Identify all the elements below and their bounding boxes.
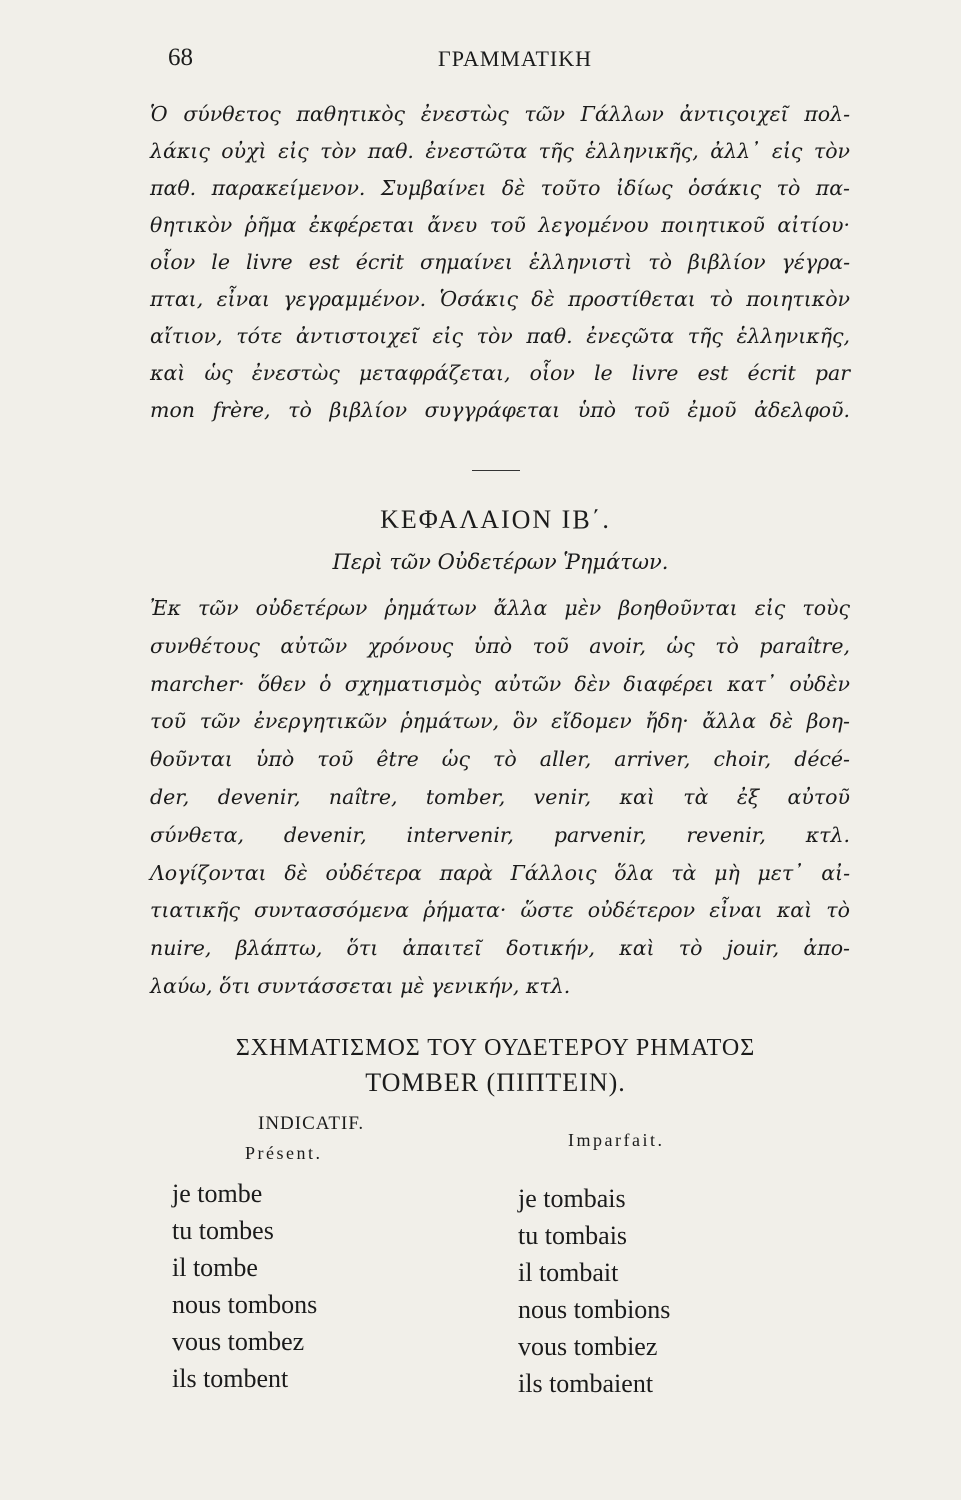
verb-form: vous tombiez	[518, 1332, 658, 1361]
running-title: ΓΡΑΜΜΑΤΙΚΗ	[438, 46, 592, 71]
paragraph-passive-voice	[150, 96, 850, 429]
text-line: nuire, βλάπτω, ὅτι ἀπαιτεῖ δοτικήν, καὶ τὸ jouir, ἀπο-	[150, 936, 850, 961]
text-line: οἷον le livre est écrit σημαίνει ἑλληνιστὶ τὸ βιβλίον γέγρα-	[150, 250, 850, 274]
verb-form: il tombait	[518, 1258, 619, 1287]
tense-imparfait-label: Imparfait.	[568, 1130, 665, 1150]
text-line: παθ. παρακείμενον. Συμβαίνει δὲ τοῦτο ἰδίως ὁσάκις τὸ πα-	[150, 176, 850, 200]
text-line: θητικὸν ῥῆμα ἐκφέρεται ἄνευ τοῦ λεγομένου ποιητικοῦ αἰτίου·	[150, 213, 850, 237]
paragraph-neuter-verbs	[150, 590, 850, 1006]
verb-form: ils tombaient	[518, 1369, 654, 1398]
verb-form: tu tombes	[172, 1216, 274, 1245]
text-line: mon frère, τὸ βιβλίον συγγράφεται ὑπὸ τοῦ ἐμοῦ ἀδελφοῦ.	[150, 398, 850, 422]
tense-present-label: Présent.	[245, 1143, 323, 1163]
text-line: σύνθετα, devenir, intervenir, parvenir, revenir, κτλ.	[150, 822, 850, 847]
verb-form: je tombe	[172, 1179, 263, 1208]
page-header	[168, 40, 858, 80]
text-line: λαύω, ὅτι συντάσσεται μὲ γενικήν, κτλ.	[150, 973, 571, 998]
imparfait-forms	[518, 1180, 670, 1402]
verb-form: ils tombent	[172, 1364, 289, 1393]
verb-form: nous tombons	[172, 1290, 318, 1319]
text-line: Ὁ σύνθετος παθητικὸς ἐνεστὼς τῶν Γάλλων ἀντιςοιχεῖ πολ-	[150, 102, 850, 126]
text-line: λάκις οὐχὶ εἰς τὸν παθ. ἐνεστῶτα τῆς ἑλληνικῆς, ἀλλ᾽ εἰς τὸν	[150, 139, 850, 163]
text-line: πται, εἶναι γεγραμμένον. Ὁσάκις δὲ προστίθεται τὸ ποιητικὸν	[150, 287, 850, 311]
text-line: der, devenir, naître, tomber, venir, καὶ τὰ ἐξ αὐτοῦ	[150, 784, 850, 809]
chapter-title: ΚΕΦΑΛΑΙΟΝ ΙΒ΄.	[380, 505, 611, 534]
text-line: αἴτιον, τότε ἀντιστοιχεῖ εἰς τὸν παθ. ἐνεςῶτα τῆς ἑλληνικῆς,	[150, 324, 850, 348]
text-line: τιατικῆς συντασσόμενα ῥήματα· ὥστε οὐδέτερον εἶναι καὶ τὸ	[150, 898, 850, 923]
verb-form: tu tombais	[518, 1221, 628, 1250]
text-line: Ἐκ τῶν οὐδετέρων ῥημάτων ἄλλα μὲν βοηθοῦνται εἰς τοὺς	[150, 596, 850, 620]
conjugation-verb: TOMBER (ΠΙΠΤΕΙΝ).	[365, 1068, 626, 1097]
text-line: τοῦ τῶν ἐνεργητικῶν ῥημάτων, ὃν εἴδομεν ἤδη· ἄλλα δὲ βοη-	[150, 709, 850, 734]
text-line: καὶ ὡς ἐνεστὼς μεταφράζεται, οἷον le livre est écrit par	[150, 361, 850, 385]
mood-label: INDICATIF.	[258, 1113, 365, 1134]
chapter-subtitle: Περὶ τῶν Οὐδετέρων Ῥημάτων.	[332, 550, 669, 574]
text-line: θοῦνται ὑπὸ τοῦ être ὡς τὸ aller, arriver, choir, décé-	[150, 747, 850, 772]
present-forms	[172, 1175, 317, 1397]
section-divider	[472, 470, 520, 471]
verb-form: vous tombez	[172, 1327, 305, 1356]
text-line: marcher· ὅθεν ὁ σχηματισμὸς αὐτῶν δὲν διαφέρει κατ᾽ οὐδὲν	[150, 671, 850, 696]
text-line: συνθέτους αὐτῶν χρόνους ὑπὸ τοῦ avoir, ὡς τὸ paraître,	[150, 633, 850, 658]
text-line: Λογίζονται δὲ οὐδέτερα παρὰ Γάλλοις ὅλα τὰ μὴ μετ᾽ αἰ-	[150, 860, 850, 885]
verb-form: je tombais	[518, 1184, 626, 1213]
verb-form: nous tombions	[518, 1295, 671, 1324]
conjugation-title: ΣΧΗΜΑΤΙΣΜΟΣ ΤΟΥ ΟΥΔΕΤΕΡΟΥ ΡΗΜΑΤΟΣ	[235, 1035, 756, 1061]
page-number: 68	[168, 44, 193, 71]
verb-form: il tombe	[172, 1253, 258, 1282]
